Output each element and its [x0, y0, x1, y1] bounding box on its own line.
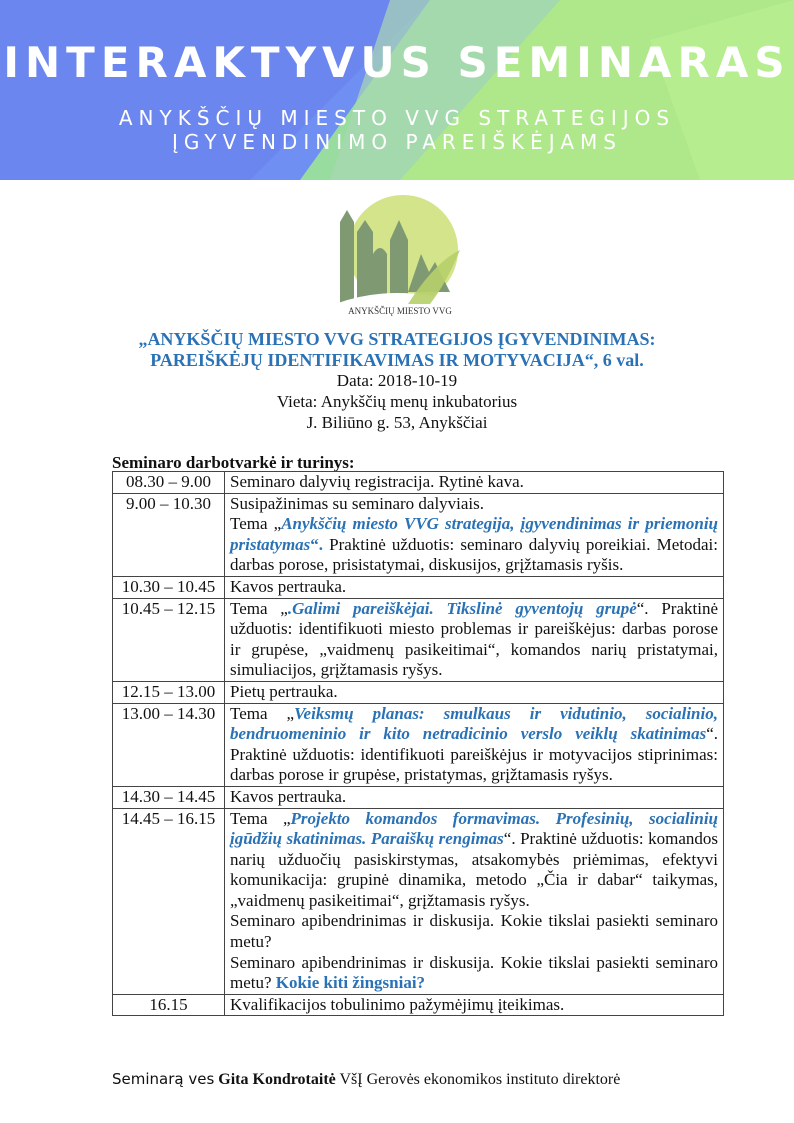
- agenda-time: 10.30 – 10.45: [113, 576, 225, 598]
- presenter-name: Gita Kondrotaitė: [218, 1071, 336, 1088]
- agenda-time: 14.30 – 14.45: [113, 786, 225, 808]
- agenda-description: [225, 681, 724, 703]
- agenda-title: Seminaro darbotvarkė ir turinys:: [112, 453, 355, 472]
- agenda-text: Seminaro apibendrinimas ir diskusija. Kokie tikslai pasiekti seminaro metu?: [230, 911, 718, 952]
- banner-title: INTERAKTYVUS SEMINARAS: [3, 38, 791, 87]
- agenda-row: [113, 598, 724, 681]
- agenda-description: [225, 472, 724, 494]
- agenda-text: Tema „: [230, 514, 282, 534]
- agenda-row: [113, 703, 724, 786]
- agenda-text: Tema „: [230, 703, 295, 723]
- agenda-text: Seminaro apibendrinimas ir diskusija. Kokie tikslai pasiekti seminaro metu?: [230, 952, 718, 993]
- agenda-text: “. Praktinė užduotis: identifikuoti pareiškėjus ir motyvacijos stiprinimas: darbas porose ir grupėse, pristatymas, grįžtamasis ryšys.: [230, 724, 718, 785]
- agenda-description: [225, 703, 724, 786]
- agenda-description: [225, 808, 724, 994]
- seminar-date: Data: 2018-10-19: [336, 371, 458, 390]
- topic-title: Projekto komandos formavimas. Profesinių, socialinių įgūdžių skatinimas. Paraiškų rengimas: [230, 808, 718, 849]
- agenda-description: [225, 493, 724, 576]
- agenda-text: “. Praktinė užduotis: komandos narių užduočių pasiskirstymas, atsakomybės priėmimas, efektyvi komunikacija: grupinė dinamika, metodo „Čia ir dabar“ taikymas, „vaidmenų pasikeitimai“, grįžtamasis ryšys.: [230, 829, 718, 910]
- agenda-text: Kavos pertrauka.: [230, 576, 347, 596]
- heading-line1: „ANYKŠČIŲ MIESTO VVG STRATEGIJOS ĮGYVENDINIMAS:: [138, 329, 656, 349]
- agenda-text: Kavos pertrauka.: [230, 786, 347, 806]
- agenda-time: 10.45 – 12.15: [113, 598, 225, 681]
- agenda-row: [113, 472, 724, 494]
- agenda-row: [113, 681, 724, 703]
- agenda-text: Tema „: [230, 598, 288, 618]
- seminar-place: Vieta: Anykščių menų inkubatorius: [276, 392, 518, 411]
- topic-title: .Galimi pareiškėjai. Tikslinė gyventojų grupė: [287, 598, 637, 618]
- agenda-text: “. Praktinė užduotis: identifikuoti miesto problemas ir pareiškėjus: darbas porose ir grupėse, „vaidmenų pasikeitimai“, komandos narių pristatymai, simuliacijos, grįžtamasis ryšys.: [230, 598, 718, 680]
- vvg-logo: [335, 192, 465, 322]
- agenda-time: 08.30 – 9.00: [113, 472, 225, 494]
- agenda-text: “.: [310, 534, 324, 554]
- agenda-text: Seminaro dalyvių registracija. Rytinė kava.: [230, 472, 524, 491]
- agenda-text: Pietų pertrauka.: [230, 681, 338, 701]
- agenda-row: [113, 493, 724, 576]
- banner-subtitle-line1: ANYKŠČIŲ MIESTO VVG STRATEGIJOS: [118, 106, 676, 130]
- agenda-text: Tema „: [230, 808, 291, 828]
- agenda-row: [113, 994, 724, 1016]
- agenda-time: 13.00 – 14.30: [113, 703, 225, 786]
- topic-title: Anykščių miesto VVG strategija, įgyvendinimas ir priemonių pristatymas: [230, 514, 719, 554]
- agenda-text: Praktinė užduotis: seminaro dalyvių poreikiai. Metodai: darbas porose, prisistatymai, diskusijos, grįžtamasis ryšis.: [230, 534, 718, 575]
- header-banner: [0, 0, 794, 180]
- heading-line2: PAREIŠKĖJŲ IDENTIFIKAVIMAS IR MOTYVACIJA“, 6 val.: [150, 350, 644, 370]
- logo-caption: ANYKŠČIŲ MIESTO VVG: [348, 306, 452, 316]
- presenter-title: VšĮ Gerovės ekonomikos instituto direktorė: [339, 1071, 621, 1088]
- footer: [112, 1070, 620, 1089]
- agenda-time: 12.15 – 13.00: [113, 681, 225, 703]
- agenda-text: Susipažinimas su seminaro dalyviais.: [230, 493, 485, 513]
- agenda-description: [225, 576, 724, 598]
- agenda-row: [113, 786, 724, 808]
- agenda-description: [225, 786, 724, 808]
- agenda-body: [113, 472, 724, 1016]
- topic-title: Veiksmų planas: smulkaus ir vidutinio, socialinio, bendruomeninio ir kito netradicinio verslo veiklų skatinimas: [230, 703, 718, 744]
- agenda-text: Kvalifikacijos tobulinimo pažymėjimų įteikimas.: [230, 994, 565, 1014]
- agenda-description: [225, 598, 724, 681]
- agenda-time: 9.00 – 10.30: [113, 493, 225, 576]
- agenda-row: [113, 576, 724, 598]
- agenda-row: [113, 808, 724, 994]
- seminar-heading: [60, 329, 734, 371]
- agenda-table: [112, 471, 724, 1016]
- agenda-description: [225, 994, 724, 1016]
- seminar-address: J. Biliūno g. 53, Anykščiai: [306, 413, 488, 432]
- agenda-text: Kokie kiti žingsniai?: [275, 973, 426, 993]
- agenda-time: 16.15: [113, 994, 225, 1016]
- agenda-time: 14.45 – 16.15: [113, 808, 225, 994]
- footer-prefix: Seminarą ves: [112, 1070, 215, 1088]
- banner-subtitle-line2: ĮGYVENDINIMO PAREIŠKĖJAMS: [172, 130, 622, 154]
